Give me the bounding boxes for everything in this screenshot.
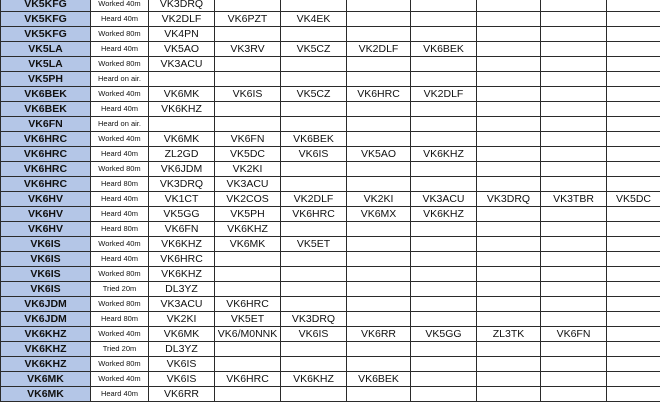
contact-cell: VK6HRC bbox=[215, 372, 281, 387]
contact-cell bbox=[149, 117, 215, 132]
status-cell: Tried 20m bbox=[91, 342, 149, 357]
contact-cell bbox=[347, 297, 411, 312]
contact-cell bbox=[215, 102, 281, 117]
callsign-cell: VK6IS bbox=[1, 252, 91, 267]
callsign-cell: VK6KHZ bbox=[1, 342, 91, 357]
contact-cell bbox=[411, 357, 477, 372]
contact-cell bbox=[347, 162, 411, 177]
callsign-cell: VK6HV bbox=[1, 207, 91, 222]
status-cell: Worked 40m bbox=[91, 372, 149, 387]
table-row bbox=[1, 132, 660, 147]
contact-cell: VK6HRC bbox=[149, 252, 215, 267]
contact-cell bbox=[541, 102, 607, 117]
contact-cell: VK6IS bbox=[149, 357, 215, 372]
contact-cell: VK1CT bbox=[149, 192, 215, 207]
status-cell: Heard 40m bbox=[91, 207, 149, 222]
contact-cell: VK2DLF bbox=[411, 87, 477, 102]
contact-cell bbox=[347, 252, 411, 267]
contact-cell bbox=[477, 222, 541, 237]
contact-cell: VK6RR bbox=[149, 387, 215, 402]
status-cell: Heard 40m bbox=[91, 12, 149, 27]
contact-cell bbox=[477, 267, 541, 282]
contact-cell bbox=[477, 297, 541, 312]
contact-cell: VK5AO bbox=[149, 42, 215, 57]
contact-cell bbox=[411, 387, 477, 402]
contact-cell bbox=[607, 267, 660, 282]
status-cell: Worked 80m bbox=[91, 357, 149, 372]
contact-cell bbox=[347, 312, 411, 327]
status-cell: Worked 80m bbox=[91, 297, 149, 312]
table-row bbox=[1, 357, 660, 372]
callsign-cell: VK6MK bbox=[1, 387, 91, 402]
contact-cell: VK6JDM bbox=[149, 162, 215, 177]
contact-cell bbox=[411, 117, 477, 132]
contact-cell bbox=[215, 27, 281, 42]
contact-cell bbox=[607, 207, 660, 222]
contact-cell: VK6MK bbox=[149, 132, 215, 147]
status-cell: Heard 40m bbox=[91, 387, 149, 402]
contact-cell bbox=[281, 177, 347, 192]
table-row bbox=[1, 252, 660, 267]
status-cell: Heard 80m bbox=[91, 312, 149, 327]
contact-cell bbox=[607, 132, 660, 147]
table-row bbox=[1, 222, 660, 237]
table-row bbox=[1, 372, 660, 387]
contact-cell: VK6IS bbox=[281, 327, 347, 342]
contact-cell bbox=[541, 42, 607, 57]
status-cell: Worked 80m bbox=[91, 57, 149, 72]
contact-cell bbox=[411, 252, 477, 267]
contact-cell bbox=[411, 27, 477, 42]
contact-cell bbox=[477, 162, 541, 177]
contact-cell: VK6FN bbox=[149, 222, 215, 237]
contact-cell: VK6/M0NNK bbox=[215, 327, 281, 342]
status-cell: Worked 80m bbox=[91, 27, 149, 42]
contact-cell: VK6MK bbox=[215, 237, 281, 252]
contact-cell: VK3DRQ bbox=[149, 0, 215, 12]
contact-cell bbox=[477, 102, 541, 117]
contact-cell bbox=[541, 0, 607, 12]
contact-cell: VK6BEK bbox=[281, 132, 347, 147]
contact-cell bbox=[215, 387, 281, 402]
contact-cell bbox=[347, 27, 411, 42]
contact-cell bbox=[347, 72, 411, 87]
contact-cell: VK6KHZ bbox=[215, 222, 281, 237]
status-cell: Heard on air. bbox=[91, 72, 149, 87]
table-row bbox=[1, 102, 660, 117]
contact-cell bbox=[281, 342, 347, 357]
contact-cell: VK3RV bbox=[215, 42, 281, 57]
contact-cell bbox=[411, 0, 477, 12]
table-row bbox=[1, 297, 660, 312]
contact-cell bbox=[541, 87, 607, 102]
contact-cell: VK4EK bbox=[281, 12, 347, 27]
contact-cell bbox=[347, 102, 411, 117]
contact-cell bbox=[541, 132, 607, 147]
callsign-cell: VK6HV bbox=[1, 222, 91, 237]
contact-cell: VK5CZ bbox=[281, 42, 347, 57]
contact-cell: VK2DLF bbox=[347, 42, 411, 57]
contact-cell: VK3ACU bbox=[149, 297, 215, 312]
contact-cell bbox=[477, 387, 541, 402]
contact-cell bbox=[347, 357, 411, 372]
contact-cell bbox=[347, 387, 411, 402]
contact-cell bbox=[477, 252, 541, 267]
contact-cell bbox=[607, 387, 660, 402]
contact-cell bbox=[411, 372, 477, 387]
contact-cell bbox=[215, 57, 281, 72]
contact-cell bbox=[477, 342, 541, 357]
contact-cell bbox=[541, 27, 607, 42]
status-cell: Heard 80m bbox=[91, 222, 149, 237]
contact-cell bbox=[477, 177, 541, 192]
contact-cell: VK6MK bbox=[149, 327, 215, 342]
callsign-cell: VK6BEK bbox=[1, 102, 91, 117]
contact-cell: VK5ET bbox=[281, 237, 347, 252]
contact-cell bbox=[411, 282, 477, 297]
callsign-cell: VK5KFG bbox=[1, 0, 91, 12]
contact-cell: VK5ET bbox=[215, 312, 281, 327]
contact-cell bbox=[607, 27, 660, 42]
contact-cell: VK6HRC bbox=[215, 297, 281, 312]
contact-cell bbox=[477, 312, 541, 327]
callsign-cell: VK6HRC bbox=[1, 147, 91, 162]
status-cell: Worked 80m bbox=[91, 267, 149, 282]
status-cell: Heard 40m bbox=[91, 252, 149, 267]
status-cell: Worked 40m bbox=[91, 237, 149, 252]
callsign-cell: VK6JDM bbox=[1, 312, 91, 327]
contact-cell bbox=[541, 237, 607, 252]
table-row bbox=[1, 327, 660, 342]
contact-cell bbox=[541, 162, 607, 177]
contact-cell bbox=[541, 222, 607, 237]
contact-cell bbox=[477, 12, 541, 27]
contact-cell bbox=[215, 282, 281, 297]
table-row bbox=[1, 0, 660, 12]
contact-cell bbox=[411, 312, 477, 327]
status-cell: Worked 40m bbox=[91, 327, 149, 342]
table-row bbox=[1, 177, 660, 192]
contact-cell bbox=[477, 147, 541, 162]
table-row bbox=[1, 72, 660, 87]
contact-cell bbox=[347, 267, 411, 282]
contact-cell bbox=[607, 87, 660, 102]
contact-cell bbox=[541, 387, 607, 402]
contact-cell bbox=[281, 27, 347, 42]
contact-cell bbox=[541, 342, 607, 357]
contact-cell: VK6BEK bbox=[411, 42, 477, 57]
contact-cell bbox=[411, 297, 477, 312]
callsign-cell: VK5LA bbox=[1, 57, 91, 72]
contact-cell bbox=[607, 177, 660, 192]
callsign-cell: VK5KFG bbox=[1, 12, 91, 27]
contact-cell: VK6KHZ bbox=[411, 147, 477, 162]
contact-cell bbox=[281, 297, 347, 312]
contact-cell bbox=[607, 12, 660, 27]
contact-cell bbox=[477, 357, 541, 372]
table-row bbox=[1, 57, 660, 72]
contact-cell bbox=[477, 87, 541, 102]
contact-cell: VK6RR bbox=[347, 327, 411, 342]
contact-cell: ZL2GD bbox=[149, 147, 215, 162]
callsign-cell: VK6MK bbox=[1, 372, 91, 387]
callsign-cell: VK6KHZ bbox=[1, 327, 91, 342]
table-row bbox=[1, 27, 660, 42]
contact-cell bbox=[477, 372, 541, 387]
contact-cell bbox=[477, 57, 541, 72]
contact-cell bbox=[607, 357, 660, 372]
contact-cell bbox=[281, 72, 347, 87]
contact-cell bbox=[541, 297, 607, 312]
contact-cell bbox=[347, 12, 411, 27]
contact-cell bbox=[411, 102, 477, 117]
contact-cell bbox=[477, 132, 541, 147]
status-cell: Heard 40m bbox=[91, 42, 149, 57]
callsign-cell: VK5PH bbox=[1, 72, 91, 87]
contact-cell bbox=[215, 252, 281, 267]
contact-cell bbox=[607, 42, 660, 57]
contact-log-body bbox=[1, 0, 660, 402]
contact-cell bbox=[411, 57, 477, 72]
contact-cell bbox=[607, 222, 660, 237]
contact-cell: VK6KHZ bbox=[281, 372, 347, 387]
contact-cell: DL3YZ bbox=[149, 342, 215, 357]
callsign-cell: VK6KHZ bbox=[1, 357, 91, 372]
status-cell: Tried 20m bbox=[91, 282, 149, 297]
contact-cell bbox=[347, 342, 411, 357]
status-cell: Heard 40m bbox=[91, 102, 149, 117]
table-row bbox=[1, 162, 660, 177]
contact-cell: VK2COS bbox=[215, 192, 281, 207]
contact-cell bbox=[215, 357, 281, 372]
callsign-cell: VK6HRC bbox=[1, 177, 91, 192]
contact-cell bbox=[281, 162, 347, 177]
contact-cell bbox=[477, 117, 541, 132]
contact-cell: VK6MK bbox=[149, 87, 215, 102]
contact-cell bbox=[281, 282, 347, 297]
callsign-cell: VK6IS bbox=[1, 282, 91, 297]
table-row bbox=[1, 312, 660, 327]
contact-cell: VK6IS bbox=[215, 87, 281, 102]
contact-cell bbox=[281, 252, 347, 267]
contact-cell: VK6FN bbox=[215, 132, 281, 147]
contact-cell bbox=[477, 0, 541, 12]
table-row bbox=[1, 192, 660, 207]
contact-cell bbox=[281, 57, 347, 72]
contact-cell bbox=[215, 267, 281, 282]
contact-cell bbox=[347, 57, 411, 72]
contact-cell: VK6IS bbox=[281, 147, 347, 162]
contact-cell bbox=[541, 372, 607, 387]
callsign-cell: VK6JDM bbox=[1, 297, 91, 312]
contact-cell: VK5GG bbox=[411, 327, 477, 342]
callsign-cell: VK6HRC bbox=[1, 162, 91, 177]
contact-cell bbox=[607, 72, 660, 87]
contact-cell bbox=[607, 297, 660, 312]
contact-cell bbox=[607, 147, 660, 162]
contact-cell bbox=[607, 252, 660, 267]
contact-cell bbox=[411, 12, 477, 27]
callsign-cell: VK6IS bbox=[1, 267, 91, 282]
contact-cell bbox=[347, 222, 411, 237]
contact-cell bbox=[541, 72, 607, 87]
contact-cell bbox=[541, 147, 607, 162]
contact-cell bbox=[411, 342, 477, 357]
contact-cell: VK6BEK bbox=[347, 372, 411, 387]
contact-cell bbox=[347, 117, 411, 132]
contact-cell bbox=[541, 57, 607, 72]
contact-cell bbox=[215, 117, 281, 132]
contact-cell bbox=[411, 237, 477, 252]
table-row bbox=[1, 342, 660, 357]
contact-cell: VK2DLF bbox=[149, 12, 215, 27]
table-row bbox=[1, 147, 660, 162]
callsign-cell: VK6HRC bbox=[1, 132, 91, 147]
table-row bbox=[1, 237, 660, 252]
contact-cell: VK5DC bbox=[607, 192, 660, 207]
contact-cell: VK6KHZ bbox=[149, 267, 215, 282]
contact-cell: VK2KI bbox=[347, 192, 411, 207]
contact-cell bbox=[477, 207, 541, 222]
contact-cell bbox=[281, 267, 347, 282]
contact-cell: VK6IS bbox=[149, 372, 215, 387]
callsign-cell: VK6HV bbox=[1, 192, 91, 207]
contact-cell bbox=[541, 357, 607, 372]
contact-cell bbox=[411, 72, 477, 87]
contact-cell: VK3DRQ bbox=[281, 312, 347, 327]
contact-cell: VK5PH bbox=[215, 207, 281, 222]
contact-cell bbox=[607, 162, 660, 177]
contact-cell bbox=[607, 312, 660, 327]
contact-cell: ZL3TK bbox=[477, 327, 541, 342]
contact-cell bbox=[149, 72, 215, 87]
contact-cell: VK5AO bbox=[347, 147, 411, 162]
status-cell: Heard 80m bbox=[91, 177, 149, 192]
contact-cell bbox=[541, 207, 607, 222]
contact-cell bbox=[347, 237, 411, 252]
contact-cell bbox=[477, 282, 541, 297]
contact-cell: VK6MX bbox=[347, 207, 411, 222]
contact-cell: VK6HRC bbox=[281, 207, 347, 222]
contact-cell bbox=[541, 12, 607, 27]
contact-cell: VK3ACU bbox=[149, 57, 215, 72]
contact-cell: VK2DLF bbox=[281, 192, 347, 207]
contact-cell: VK5CZ bbox=[281, 87, 347, 102]
contact-cell: VK6HRC bbox=[347, 87, 411, 102]
callsign-cell: VK6FN bbox=[1, 117, 91, 132]
contact-cell bbox=[281, 117, 347, 132]
table-row bbox=[1, 42, 660, 57]
contact-cell bbox=[607, 342, 660, 357]
contact-cell bbox=[607, 327, 660, 342]
table-row bbox=[1, 282, 660, 297]
table-row bbox=[1, 117, 660, 132]
contact-cell: VK2KI bbox=[149, 312, 215, 327]
contact-cell: VK6PZT bbox=[215, 12, 281, 27]
contact-cell bbox=[607, 372, 660, 387]
contact-cell bbox=[477, 237, 541, 252]
contact-cell: VK3TBR bbox=[541, 192, 607, 207]
contact-cell bbox=[411, 222, 477, 237]
callsign-cell: VK6BEK bbox=[1, 87, 91, 102]
status-cell: Worked 40m bbox=[91, 87, 149, 102]
contact-cell bbox=[281, 222, 347, 237]
status-cell: Worked 80m bbox=[91, 162, 149, 177]
contact-cell bbox=[347, 132, 411, 147]
contact-cell bbox=[347, 177, 411, 192]
contact-cell bbox=[347, 0, 411, 12]
contact-cell bbox=[541, 252, 607, 267]
contact-cell bbox=[411, 177, 477, 192]
contact-cell bbox=[541, 177, 607, 192]
contact-cell: VK4PN bbox=[149, 27, 215, 42]
table-row bbox=[1, 87, 660, 102]
contact-cell bbox=[281, 357, 347, 372]
contact-cell bbox=[541, 117, 607, 132]
contact-cell bbox=[541, 267, 607, 282]
contact-cell: VK6FN bbox=[541, 327, 607, 342]
contact-cell: VK3DRQ bbox=[477, 192, 541, 207]
contact-cell bbox=[607, 0, 660, 12]
contact-cell bbox=[281, 102, 347, 117]
contact-cell bbox=[607, 282, 660, 297]
contact-cell bbox=[607, 117, 660, 132]
contact-cell bbox=[541, 312, 607, 327]
contact-cell bbox=[477, 27, 541, 42]
table-row bbox=[1, 387, 660, 402]
contact-cell: DL3YZ bbox=[149, 282, 215, 297]
contact-cell: VK5GG bbox=[149, 207, 215, 222]
contact-cell bbox=[411, 267, 477, 282]
contact-cell bbox=[541, 282, 607, 297]
contact-cell: VK6KHZ bbox=[411, 207, 477, 222]
status-cell: Heard 40m bbox=[91, 192, 149, 207]
contact-cell: VK3ACU bbox=[215, 177, 281, 192]
table-row bbox=[1, 12, 660, 27]
contact-cell bbox=[411, 162, 477, 177]
contact-cell bbox=[215, 0, 281, 12]
table-row bbox=[1, 207, 660, 222]
contact-cell: VK2KI bbox=[215, 162, 281, 177]
contact-cell bbox=[607, 102, 660, 117]
status-cell: Heard on air. bbox=[91, 117, 149, 132]
contact-cell bbox=[281, 0, 347, 12]
callsign-cell: VK5LA bbox=[1, 42, 91, 57]
contact-cell bbox=[215, 342, 281, 357]
status-cell: Worked 40m bbox=[91, 0, 149, 12]
callsign-cell: VK6IS bbox=[1, 237, 91, 252]
contact-cell bbox=[477, 72, 541, 87]
contact-cell: VK6KHZ bbox=[149, 102, 215, 117]
status-cell: Worked 40m bbox=[91, 132, 149, 147]
table-row bbox=[1, 267, 660, 282]
contact-cell bbox=[607, 237, 660, 252]
status-cell: Heard 40m bbox=[91, 147, 149, 162]
contact-cell: VK3ACU bbox=[411, 192, 477, 207]
contact-cell bbox=[477, 42, 541, 57]
contact-cell bbox=[607, 57, 660, 72]
contact-cell bbox=[411, 132, 477, 147]
contact-cell bbox=[215, 72, 281, 87]
callsign-cell: VK5KFG bbox=[1, 27, 91, 42]
contact-cell bbox=[281, 387, 347, 402]
contact-cell: VK5DC bbox=[215, 147, 281, 162]
contact-cell bbox=[347, 282, 411, 297]
contact-cell: VK6KHZ bbox=[149, 237, 215, 252]
contact-cell: VK3DRQ bbox=[149, 177, 215, 192]
